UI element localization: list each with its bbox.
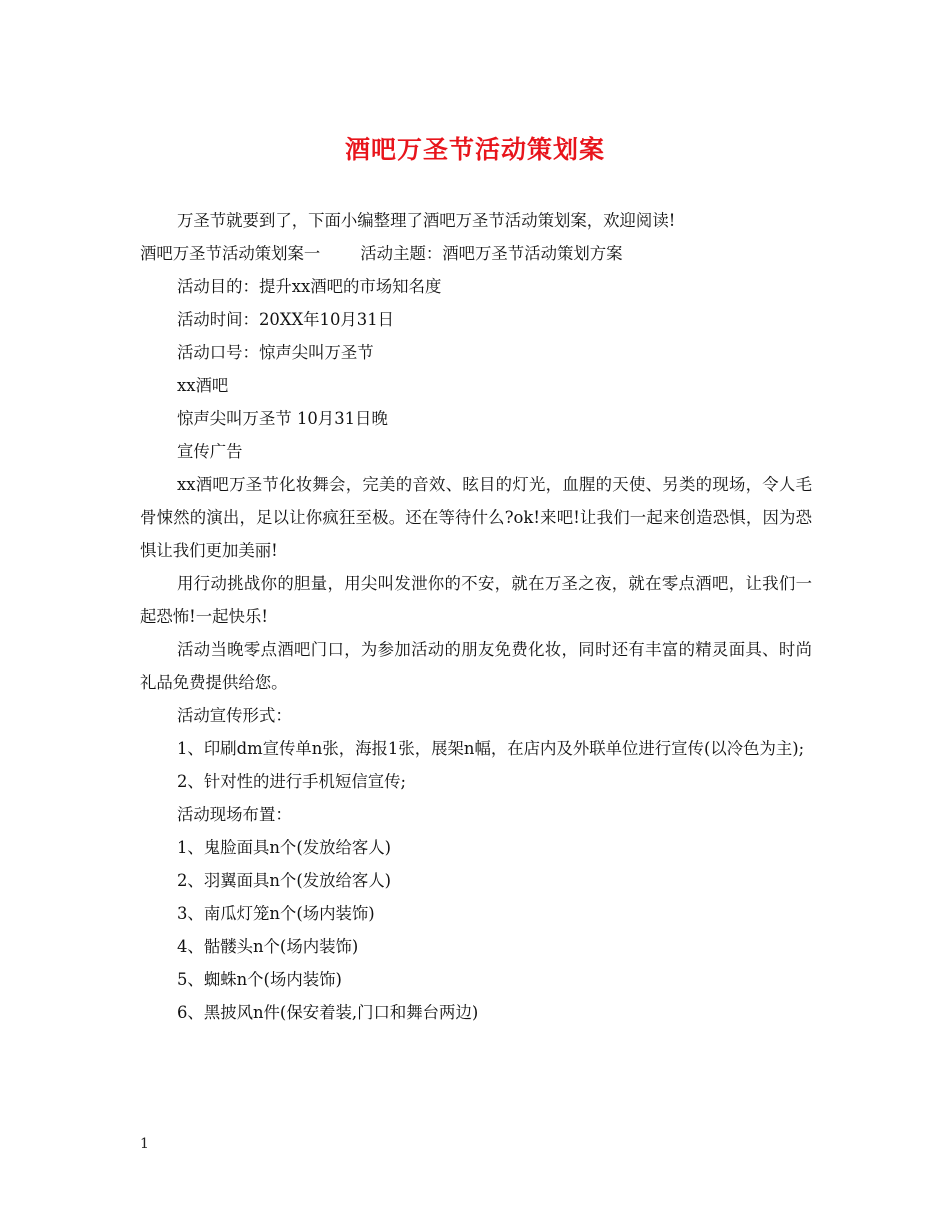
ad-heading: 宣传广告 [177, 442, 243, 461]
section-heading-line [140, 237, 812, 270]
section-heading: 酒吧万圣节活动策划案一 [140, 244, 321, 263]
time-line: 活动时间：20XX年10月31日 [177, 310, 395, 329]
document-body [140, 204, 812, 1029]
intro-paragraph: 万圣节就要到了，下面小编整理了酒吧万圣节活动策划案，欢迎阅读! [177, 211, 676, 230]
theme-line: 活动主题：酒吧万圣节活动策划方案 [360, 244, 623, 263]
document-title: 酒吧万圣节活动策划案 [344, 135, 605, 164]
promo-item: 1、印刷dm宣传单n张，海报1张，展架n幅，在店内及外联单位进行宣传(以冷色为主); [177, 739, 805, 758]
layout-heading: 活动现场布置： [177, 805, 292, 824]
layout-item: 6、黑披风n件(保安着装,门口和舞台两边) [177, 1003, 479, 1022]
promo-heading: 活动宣传形式： [177, 706, 292, 725]
layout-item: 3、南瓜灯笼n个(场内装饰) [177, 904, 375, 923]
ad-paragraph-3: 活动当晚零点酒吧门口，为参加活动的朋友免费化妆，同时还有丰富的精灵面具、时尚礼品免费提供给您。 [140, 640, 812, 692]
layout-item: 1、鬼脸面具n个(发放给客人) [177, 838, 392, 857]
layout-item: 2、羽翼面具n个(发放给客人) [177, 871, 392, 890]
event-line: 惊声尖叫万圣节 10月31日晚 [177, 409, 388, 428]
slogan-line: 活动口号：惊声尖叫万圣节 [177, 343, 374, 362]
layout-item: 5、蜘蛛n个(场内装饰) [177, 970, 342, 989]
ad-paragraph-1: xx酒吧万圣节化妆舞会，完美的音效、眩目的灯光，血腥的天使、另类的现场，令人毛骨悚然的演出，足以让你疯狂至极。还在等待什么?ok!来吧!让我们一起来创造恐惧，因为恐惧让我们更加美丽! [140, 475, 812, 560]
ad-paragraph-2: 用行动挑战你的胆量，用尖叫发泄你的不安，就在万圣之夜，就在零点酒吧，让我们一起恐怖!一起快乐! [140, 574, 812, 626]
layout-item: 4、骷髅头n个(场内装饰) [177, 937, 359, 956]
page-number: 1 [140, 1136, 149, 1152]
promo-item: 2、针对性的进行手机短信宣传; [177, 772, 407, 791]
bar-name-line: xx酒吧 [177, 376, 229, 395]
purpose-line: 活动目的：提升xx酒吧的市场知名度 [177, 277, 442, 296]
